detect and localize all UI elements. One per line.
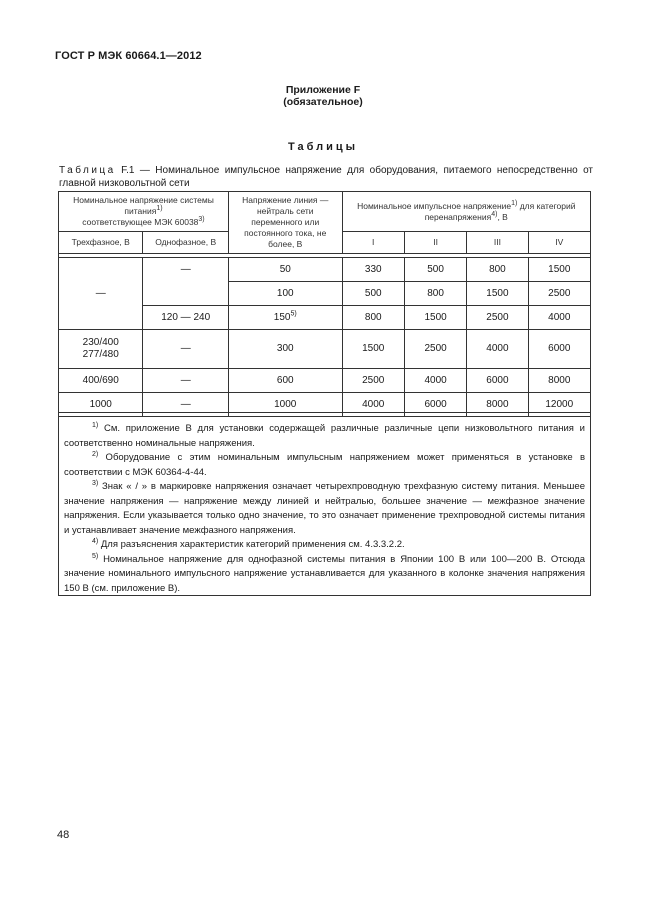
cell-cat-2: 6000: [404, 393, 466, 417]
footnote: $^{3)}$ Знак « / » в маркировке напряжения означает четырехпроводную трехфазную систему питания. Меньшее значение напряжения — напряжение между линией и нейтралью, большее значение — межфазное значение напряжения. Если указывается только одно значение, то это означает применение трехпроводной системы питания и устанавливает значение межфазного напряжения.: [64, 479, 585, 536]
cell-line-neutral: 150$^{5)}$: [228, 306, 342, 330]
table-caption: [59, 164, 593, 190]
cell-line-neutral: 1000: [228, 393, 342, 417]
cell-three-phase: 230/400 277/480: [59, 330, 143, 369]
cell-line-neutral: 600: [228, 369, 342, 393]
cell-cat-1: 1500: [342, 330, 404, 369]
table-footnotes: [58, 412, 591, 596]
cell-line-neutral: 100: [228, 282, 342, 306]
section-title: Таблицы: [288, 141, 358, 153]
header-category-3: III: [467, 232, 528, 254]
cell-cat-2: 1500: [404, 306, 466, 330]
cell-line-neutral: 50: [228, 258, 342, 282]
cell-single-phase: —: [143, 330, 228, 369]
appendix-title: Приложение F: [285, 84, 361, 96]
cell-single-phase: 120 — 240: [143, 306, 228, 330]
cell-cat-1: 2500: [342, 369, 404, 393]
header-category-2: II: [404, 232, 466, 254]
page-number: 48: [57, 829, 70, 841]
standard-designation: ГОСТ Р МЭК 60664.1—2012: [55, 50, 202, 62]
cell-cat-3: 4000: [467, 330, 528, 369]
header-category-4: IV: [528, 232, 590, 254]
cell-cat-1: 330: [342, 258, 404, 282]
cell-cat-2: 4000: [404, 369, 466, 393]
voltage-table: [58, 191, 591, 417]
header-three-phase: Трехфазное, В: [59, 232, 143, 254]
table-caption-text: F.1 — Номинальное импульсное напряжение для оборудования, питаемого непосредственно от главной низковольтной сети: [59, 165, 593, 189]
cell-cat-2: 800: [404, 282, 466, 306]
cell-cat-4: 2500: [528, 282, 590, 306]
cell-cat-2: 2500: [404, 330, 466, 369]
cell-cat-4: 12000: [528, 393, 590, 417]
cell-cat-3: 8000: [467, 393, 528, 417]
cell-cat-3: 800: [467, 258, 528, 282]
table-row: [59, 369, 591, 393]
cell-cat-4: 1500: [528, 258, 590, 282]
header-line-to-neutral: Напряжение линия — нейтраль сети переменного или постоянного тока, не более, В: [228, 192, 342, 254]
cell-cat-4: 6000: [528, 330, 590, 369]
appendix-subtitle: (обязательное): [283, 96, 363, 108]
footnote: $^{5)}$ Номинальное напряжение для однофазной системы питания в Японии 100 В или 100—200 В. Отсюда значение номинального импульсного напряжение устанавливается для указанного в колонке значения напряжения 150 В (см. приложение В).: [64, 552, 585, 594]
cell-single-phase: —: [143, 369, 228, 393]
cell-cat-1: 800: [342, 306, 404, 330]
cell-three-phase: 400/690: [59, 369, 143, 393]
table-caption-label: Таблица: [59, 165, 116, 176]
cell-cat-4: 4000: [528, 306, 590, 330]
cell-line-neutral: 300: [228, 330, 342, 369]
header-single-phase: Однофазное, В: [143, 232, 228, 254]
cell-three-phase: —: [59, 258, 143, 330]
header-system-voltage: Номинальное напряжение системы питания$^{1)}$ соответствующее МЭК 60038$^{3)}$: [59, 192, 229, 232]
table-row: [59, 258, 591, 282]
cell-cat-3: 6000: [467, 369, 528, 393]
header-category-1: I: [342, 232, 404, 254]
cell-cat-4: 8000: [528, 369, 590, 393]
footnote: $^{4)}$ Для разъяснения характеристик категорий применения см. 4.3.3.2.2.: [92, 537, 405, 550]
cell-single-phase: —: [143, 393, 228, 417]
cell-single-phase: —: [143, 258, 228, 306]
cell-three-phase: 1000: [59, 393, 143, 417]
cell-cat-1: 500: [342, 282, 404, 306]
cell-cat-3: 2500: [467, 306, 528, 330]
table-row: [59, 330, 591, 369]
footnote: $^{2)}$ Оборудование с этим номинальным импульсным напряжением может применяться в установке в соответствии с МЭК 60364-4-44.: [64, 450, 585, 478]
footnote: $^{1)}$ См. приложение В для установки содержащей различные различные цепи низковольтного питания и соответственно номинальные напряжения.: [64, 421, 585, 449]
header-impulse-voltage: Номинальное импульсное напряжение$^{1)}$ для категорий перенапряжения$^{4)}$, В: [342, 192, 590, 232]
cell-cat-3: 1500: [467, 282, 528, 306]
cell-cat-1: 4000: [342, 393, 404, 417]
cell-cat-2: 500: [404, 258, 466, 282]
